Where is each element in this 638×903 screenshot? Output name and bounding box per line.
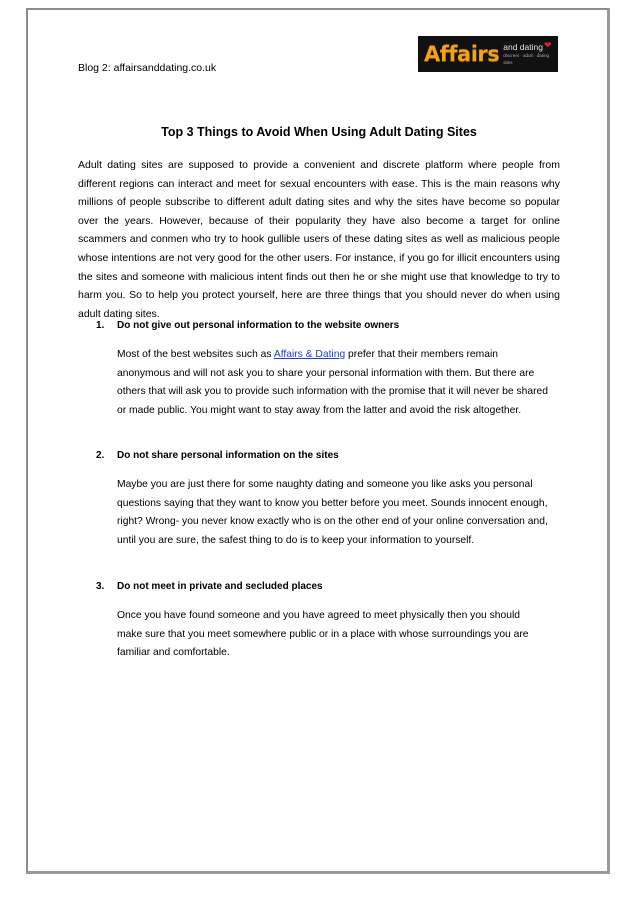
intro-paragraph: Adult dating sites are supposed to provide a convenient and discrete platform where people from different regions can interact and meet for sexual encounters with ease. This is the main reasons why millions of people subscribe to different adult dating sites and why the sites have become so popular over the years. However, because of their popularity they have also become a target for online scammers and conmen who try to hook gullible users of these dating sites as well as malicious people whose intentions are not very good for the other users. For instance, if you go for illicit encounters using the sites and someone with malicious intent finds out then he or she might use that knowledge to try to harm you. So to help you protect yourself, here are three things that you should never do when using adult dating sites. — [78, 159, 560, 320]
section-heading-text: Do not meet in private and secluded places — [117, 581, 323, 592]
section-number: 1. — [96, 320, 105, 331]
section-2-heading — [96, 449, 548, 463]
logo-tagline: discreet · adult · dating sites — [503, 53, 550, 65]
affairs-and-dating-logo — [418, 36, 558, 72]
section-2-body: Maybe you are just there for some naughty dating and someone you like asks you personal questions saying that they want to know you better before you meet. Sounds innocent enough, right? Wrong- you never know exactly who is on the other end of your online conversation and, until you are sure, the safest thing to do is to keep your information to yourself. — [117, 479, 548, 546]
section-3 — [96, 580, 548, 663]
section-3-heading — [96, 580, 548, 594]
section-heading-text: Do not give out personal information to the website owners — [117, 320, 400, 331]
blog-label: Blog 2: affairsanddating.co.uk — [78, 62, 217, 74]
affairs-dating-link[interactable]: Affairs & Dating — [273, 349, 346, 360]
section-1-heading — [96, 319, 548, 333]
section-body-text: Most of the best websites such as — [117, 349, 274, 360]
logo-sub-text: and dating — [503, 42, 543, 52]
section-1 — [96, 319, 548, 420]
logo-main-text: Affairs — [424, 42, 500, 66]
section-number: 2. — [96, 450, 105, 461]
section-heading-text: Do not share personal information on the sites — [117, 450, 339, 461]
section-number: 3. — [96, 581, 105, 592]
section-2 — [96, 449, 548, 550]
section-1-body — [117, 346, 548, 420]
heart-icon: ❤ — [544, 40, 552, 50]
page-title: Top 3 Things to Avoid When Using Adult Dating Sites — [161, 125, 477, 139]
section-body-text: prefer that their members remain anonymous and will not ask you to share your personal information with them. But there are others that will ask you to provide such information with the promise that it will never be shared or made public. You might want to stay away from the latter and avoid the risk altogether. — [117, 349, 548, 416]
section-3-body: Once you have found someone and you have agreed to meet physically then you should make sure that you meet somewhere public or in a place with whose surroundings you are familiar and comfortable. — [117, 610, 529, 659]
